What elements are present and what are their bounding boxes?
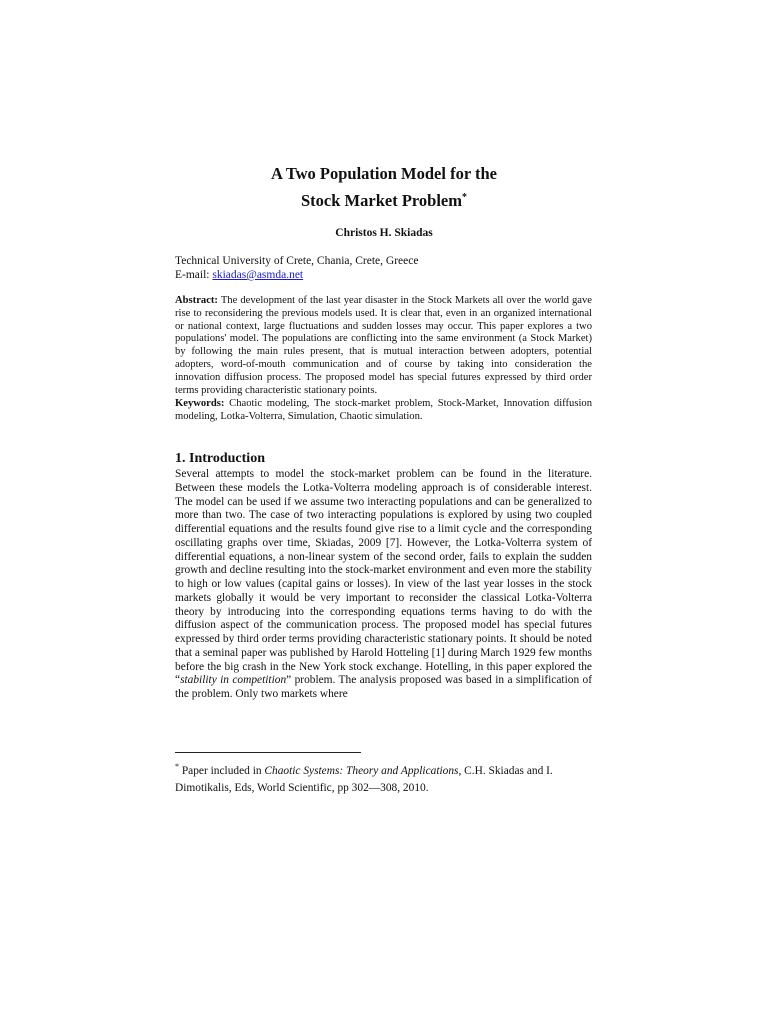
- keywords-text: Chaotic modeling, The stock-market problem, Stock-Market, Innovation diffusion modeling, Lotka-Volterra, Simulation, Chaotic simulation.: [175, 398, 592, 423]
- footnote: [175, 758, 592, 797]
- title-footnote-mark: *: [462, 192, 467, 203]
- author-name: Christos H. Skiadas: [335, 227, 433, 239]
- abstract-section: [175, 295, 592, 424]
- footnote-mark: *: [175, 762, 179, 771]
- paper-title-line-1: A Two Population Model for the: [271, 164, 497, 183]
- institution: Technical University of Crete, Chania, Crete, Greece: [175, 255, 419, 267]
- introduction-paragraph: [175, 468, 592, 702]
- email-label: E-mail:: [175, 269, 213, 281]
- paper-title-line-2: [0, 191, 768, 211]
- email-link[interactable]: skiadas@asmda.net: [212, 269, 304, 281]
- keywords-paragraph: [175, 398, 592, 424]
- keywords-label: Keywords:: [175, 398, 225, 410]
- footnote-suffix: , C.H. Skiadas and I. Dimotikalis, Eds, World Scientific, pp 302—308, 2010.: [175, 765, 553, 794]
- intro-text-part-2: ” problem. The analysis proposed was based in a simplification of the problem. Only two markets where: [175, 674, 593, 700]
- abstract-paragraph: [175, 295, 592, 397]
- intro-text-part-1: Several attempts to model the stock-market problem can be found in the literature. Between these models the Lotka-Volterra modeling approach is of considerable interest. The model can be used if we assume two interacting populations and can be generalized to more than two. The case of two interacting populations is explored by using two coupled differential equations and the results found give rise to a limit cycle and the corresponding oscillating graphs over time, Skiadas, 2009 [7]. However, the Lotka-Volterra system of differential equations, a non-linear system of the second order, fails to explain the sudden growth and decline resulting into the stock-market environment and even more the stability to high or low values (capital gains or losses). In view of the last year losses in the stock markets globally it would be very important to reconsider the classical Lotka-Volterra theory by introducing into the corresponding equations terms having to do with the diffusion aspect of the communication process. The proposed model has special futures expressed by third order terms providing characteristic stationary points. It should be noted that a seminal paper was published by Harold Hotteling [1] during March 1929 few months before the big crash in the New York stock exchange. Hotelling, in this paper explored the “: [175, 468, 592, 687]
- footnote-book-title: Chaotic Systems: Theory and Applications: [264, 765, 459, 777]
- footnote-prefix: Paper included in: [179, 765, 265, 777]
- section-heading-introduction: 1. Introduction: [175, 451, 265, 466]
- affiliation-block: [175, 254, 418, 282]
- abstract-label: Abstract:: [175, 295, 218, 306]
- email-line: [175, 268, 418, 282]
- paper-title-text: Stock Market Problem: [301, 191, 462, 210]
- introduction-body: [175, 468, 592, 702]
- intro-text-italic: stability in competition: [180, 674, 287, 687]
- footnote-divider: [175, 752, 361, 753]
- abstract-text: The development of the last year disaster in the Stock Markets all over the world gave rise to reconsidering the previous models used. It is clear that, even in an organized international or national context, large fluctuations and sudden losses may occur. This paper explores a two populations' model. The populations are conflicting into the same environment (a Stock Market) by following the main rules present, that is mutual interaction between adopters, potential adopters, word-of-mouth communication and of course by taking into consideration the innovation diffusion process. The proposed model has special futures expressed by third order terms providing characteristic stationary points.: [175, 295, 592, 396]
